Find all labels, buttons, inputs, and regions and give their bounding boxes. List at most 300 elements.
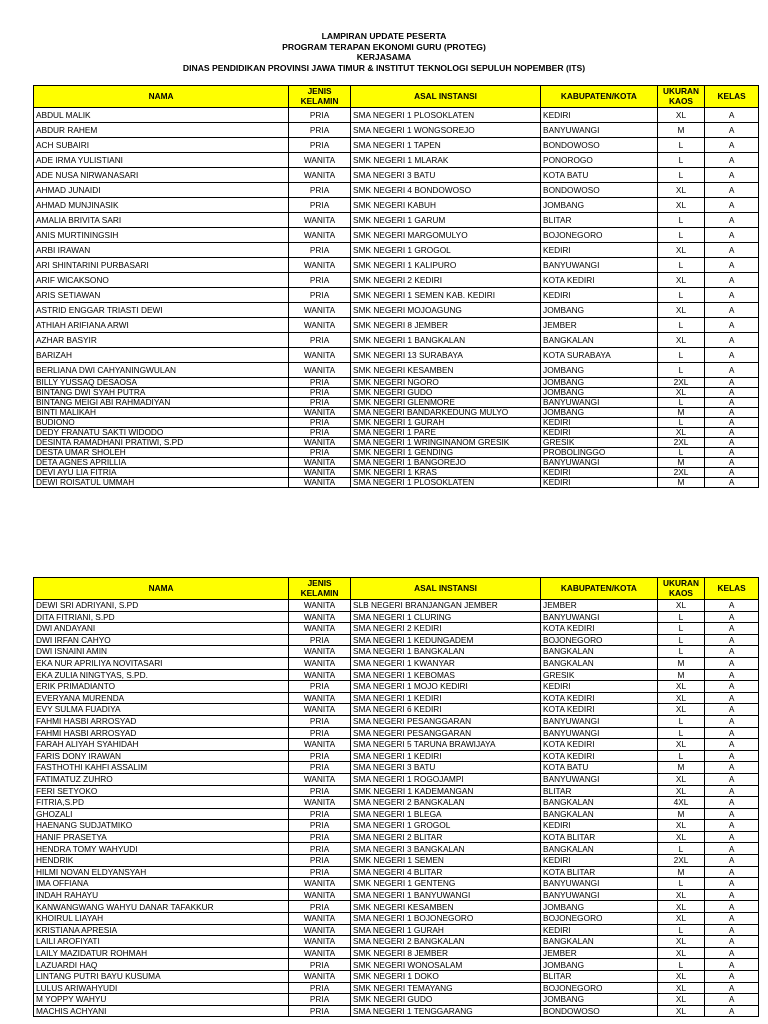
cell-ukuran-kaos: M — [657, 657, 705, 669]
cell-kelas: A — [705, 982, 759, 994]
cell-nama: ARIS SETIAWAN — [34, 288, 289, 303]
column-header-jenis-line: JENIS — [307, 86, 332, 96]
cell-asal-instansi: SMK NEGERI KESAMBEN — [351, 363, 541, 378]
column-header-ukuran-line: UKURAN — [663, 578, 699, 588]
cell-jenis-kelamin: WANITA — [289, 692, 351, 704]
cell-jenis-kelamin: PRIA — [289, 418, 351, 428]
table-row — [34, 468, 759, 478]
cell-asal-instansi: SMK NEGERI 1 KADEMANGAN — [351, 785, 541, 797]
cell-jenis-kelamin: PRIA — [289, 994, 351, 1006]
column-header-kaos-line: KAOS — [668, 587, 693, 598]
cell-jenis-kelamin: PRIA — [289, 750, 351, 762]
table-row — [34, 600, 759, 612]
cell-kelas: A — [705, 363, 759, 378]
cell-kabupaten-kota: JOMBANG — [541, 303, 658, 318]
cell-kabupaten-kota: KOTA KEDIRI — [541, 750, 658, 762]
cell-kabupaten-kota: BANYUWANGI — [541, 878, 658, 890]
cell-nama: LAILY MAZIDATUR ROHMAH — [34, 947, 289, 959]
table-row — [34, 418, 759, 428]
table-row — [34, 303, 759, 318]
cell-nama: FAHMI HASBI ARROSYAD — [34, 715, 289, 727]
table-row — [34, 363, 759, 378]
cell-kelas: A — [705, 1005, 759, 1017]
cell-nama: AHMAD MUNJINASIK — [34, 198, 289, 213]
cell-jenis-kelamin: WANITA — [289, 258, 351, 273]
cell-ukuran-kaos: XL — [657, 889, 705, 901]
cell-nama: FATIMATUZ ZUHRO — [34, 773, 289, 785]
cell-jenis-kelamin: WANITA — [289, 971, 351, 983]
table-row — [34, 797, 759, 809]
cell-nama: BARIZAH — [34, 348, 289, 363]
cell-ukuran-kaos: XL — [657, 273, 705, 288]
table-row — [34, 228, 759, 243]
cell-asal-instansi: SMA NEGERI 2 KEDIRI — [351, 623, 541, 635]
cell-jenis-kelamin: WANITA — [289, 348, 351, 363]
cell-ukuran-kaos: L — [657, 878, 705, 890]
cell-kabupaten-kota: KOTA KEDIRI — [541, 692, 658, 704]
cell-jenis-kelamin: PRIA — [289, 183, 351, 198]
cell-asal-instansi: SMA NEGERI 4 BLITAR — [351, 866, 541, 878]
cell-jenis-kelamin: WANITA — [289, 623, 351, 635]
cell-ukuran-kaos: L — [657, 924, 705, 936]
cell-asal-instansi: SMK NEGERI 4 BONDOWOSO — [351, 183, 541, 198]
table-row — [34, 982, 759, 994]
cell-asal-instansi: SLB NEGERI BRANJANGAN JEMBER — [351, 600, 541, 612]
cell-jenis-kelamin: PRIA — [289, 123, 351, 138]
cell-kelas: A — [705, 762, 759, 774]
cell-kabupaten-kota: KEDIRI — [541, 288, 658, 303]
table-row — [34, 318, 759, 333]
cell-asal-instansi: SMA NEGERI 1 GURAH — [351, 924, 541, 936]
table-row — [34, 183, 759, 198]
cell-nama: FAHMI HASBI ARROSYAD — [34, 727, 289, 739]
cell-ukuran-kaos: L — [657, 363, 705, 378]
cell-asal-instansi: SMK NEGERI NGORO — [351, 378, 541, 388]
cell-asal-instansi: SMA NEGERI 1 KEDUNGADEM — [351, 634, 541, 646]
cell-jenis-kelamin: PRIA — [289, 138, 351, 153]
table-row — [34, 657, 759, 669]
cell-ukuran-kaos: L — [657, 168, 705, 183]
cell-kabupaten-kota: GRESIK — [541, 438, 658, 448]
cell-kelas: A — [705, 348, 759, 363]
table-row — [34, 831, 759, 843]
cell-nama: ADE IRMA YULISTIANI — [34, 153, 289, 168]
cell-jenis-kelamin: PRIA — [289, 808, 351, 820]
cell-asal-instansi: SMK NEGERI 1 KRAS — [351, 468, 541, 478]
cell-kelas: A — [705, 243, 759, 258]
cell-ukuran-kaos: L — [657, 959, 705, 971]
table-row — [34, 889, 759, 901]
table-row — [34, 947, 759, 959]
cell-nama: ARI SHINTARINI PURBASARI — [34, 258, 289, 273]
cell-kelas: A — [705, 428, 759, 438]
cell-kelas: A — [705, 388, 759, 398]
cell-asal-instansi: SMA NEGERI 1 KEDIRI — [351, 750, 541, 762]
cell-ukuran-kaos: M — [657, 762, 705, 774]
cell-kabupaten-kota: PROBOLINGGO — [541, 448, 658, 458]
cell-kelas: A — [705, 168, 759, 183]
table-row — [34, 348, 759, 363]
cell-ukuran-kaos: M — [657, 669, 705, 681]
cell-jenis-kelamin: WANITA — [289, 889, 351, 901]
cell-kabupaten-kota: KOTA KEDIRI — [541, 739, 658, 751]
cell-asal-instansi: SMA NEGERI 3 BATU — [351, 168, 541, 183]
cell-ukuran-kaos: L — [657, 318, 705, 333]
cell-kabupaten-kota: KOTA BATU — [541, 762, 658, 774]
cell-kelas: A — [705, 448, 759, 458]
table-row — [34, 213, 759, 228]
cell-nama: ADE NUSA NIRWANASARI — [34, 168, 289, 183]
table-row — [34, 428, 759, 438]
column-header-kaos-line: KAOS — [668, 95, 693, 106]
table-header-row — [34, 86, 759, 108]
cell-ukuran-kaos: 2XL — [657, 855, 705, 867]
cell-ukuran-kaos: XL — [657, 428, 705, 438]
cell-ukuran-kaos: XL — [657, 982, 705, 994]
cell-jenis-kelamin: WANITA — [289, 611, 351, 623]
cell-kabupaten-kota: BONDOWOSO — [541, 1005, 658, 1017]
cell-asal-instansi: SMA NEGERI 1 ROGOJAMPI — [351, 773, 541, 785]
cell-kabupaten-kota: BLITAR — [541, 971, 658, 983]
cell-kabupaten-kota: KOTA KEDIRI — [541, 704, 658, 716]
cell-ukuran-kaos: XL — [657, 785, 705, 797]
cell-kabupaten-kota: KOTA KEDIRI — [541, 273, 658, 288]
cell-kelas: A — [705, 153, 759, 168]
cell-asal-instansi: SMA NEGERI 1 WRINGINANOM GRESIK — [351, 438, 541, 448]
cell-nama: DWI ISNAINI AMIN — [34, 646, 289, 658]
cell-kabupaten-kota: BANYUWANGI — [541, 398, 658, 408]
cell-nama: ERIK PRIMADIANTO — [34, 681, 289, 693]
cell-ukuran-kaos: L — [657, 348, 705, 363]
header-line-1: LAMPIRAN UPDATE PESERTA — [321, 31, 447, 41]
cell-asal-instansi: SMK NEGERI 13 SURABAYA — [351, 348, 541, 363]
cell-kelas: A — [705, 773, 759, 785]
cell-kabupaten-kota: KOTA BLITAR — [541, 866, 658, 878]
cell-asal-instansi: SMK NEGERI MOJOAGUNG — [351, 303, 541, 318]
cell-asal-instansi: SMA NEGERI 1 KEDIRI — [351, 692, 541, 704]
table-row — [34, 855, 759, 867]
cell-ukuran-kaos: XL — [657, 183, 705, 198]
cell-nama: DEWI ROISATUL UMMAH — [34, 478, 289, 488]
cell-kabupaten-kota: KEDIRI — [541, 468, 658, 478]
document-header — [0, 31, 768, 73]
cell-kabupaten-kota: KEDIRI — [541, 478, 658, 488]
cell-kelas: A — [705, 273, 759, 288]
table-row — [34, 936, 759, 948]
cell-kelas: A — [705, 318, 759, 333]
cell-kelas: A — [705, 681, 759, 693]
cell-nama: FITRIA,S.PD — [34, 797, 289, 809]
cell-asal-instansi: SMA NEGERI 2 BANGKALAN — [351, 936, 541, 948]
cell-nama: BINTANG DWI SYAH PUTRA — [34, 388, 289, 398]
table-row — [34, 843, 759, 855]
cell-jenis-kelamin: WANITA — [289, 438, 351, 448]
cell-kabupaten-kota: KEDIRI — [541, 108, 658, 123]
cell-kabupaten-kota: BLITAR — [541, 785, 658, 797]
cell-nama: GHOZALI — [34, 808, 289, 820]
cell-nama: ACH SUBAIRI — [34, 138, 289, 153]
cell-asal-instansi: SMA NEGERI 6 KEDIRI — [351, 704, 541, 716]
cell-nama: BINTI MALIKAH — [34, 408, 289, 418]
column-header-kelamin-line: KELAMIN — [300, 587, 339, 598]
cell-nama: BINTANG MEIGI ABI RAHMADIYAN — [34, 398, 289, 408]
cell-kabupaten-kota: BANGKALAN — [541, 646, 658, 658]
cell-nama: EKA ZULIA NINGTYAS, S.PD. — [34, 669, 289, 681]
table-row — [34, 408, 759, 418]
cell-jenis-kelamin: WANITA — [289, 936, 351, 948]
table-row — [34, 704, 759, 716]
cell-ukuran-kaos: L — [657, 646, 705, 658]
cell-asal-instansi: SMA NEGERI 3 BATU — [351, 762, 541, 774]
cell-ukuran-kaos: 2XL — [657, 438, 705, 448]
cell-ukuran-kaos: XL — [657, 971, 705, 983]
cell-jenis-kelamin: PRIA — [289, 378, 351, 388]
cell-nama: INDAH RAHAYU — [34, 889, 289, 901]
cell-kabupaten-kota: BONDOWOSO — [541, 138, 658, 153]
cell-nama: MACHIS ACHYANI — [34, 1005, 289, 1017]
cell-asal-instansi: SMA NEGERI 1 TAPEN — [351, 138, 541, 153]
table-row — [34, 438, 759, 448]
cell-nama: LINTANG PUTRI BAYU KUSUMA — [34, 971, 289, 983]
cell-jenis-kelamin: WANITA — [289, 458, 351, 468]
column-header-ukuran-kaos — [657, 578, 705, 600]
cell-kelas: A — [705, 634, 759, 646]
cell-jenis-kelamin: WANITA — [289, 739, 351, 751]
cell-kelas: A — [705, 727, 759, 739]
cell-kelas: A — [705, 704, 759, 716]
table-row — [34, 727, 759, 739]
table-row — [34, 378, 759, 388]
cell-jenis-kelamin: WANITA — [289, 478, 351, 488]
column-header-ukuran-kaos — [657, 86, 705, 108]
cell-asal-instansi: SMK NEGERI GLENMORE — [351, 398, 541, 408]
cell-kelas: A — [705, 936, 759, 948]
cell-ukuran-kaos: L — [657, 418, 705, 428]
cell-kelas: A — [705, 843, 759, 855]
cell-kabupaten-kota: JOMBANG — [541, 363, 658, 378]
cell-asal-instansi: SMK NEGERI MARGOMULYO — [351, 228, 541, 243]
cell-jenis-kelamin: WANITA — [289, 408, 351, 418]
cell-kabupaten-kota: BANYUWANGI — [541, 258, 658, 273]
cell-ukuran-kaos: M — [657, 408, 705, 418]
cell-kabupaten-kota: BONDOWOSO — [541, 183, 658, 198]
cell-ukuran-kaos: L — [657, 843, 705, 855]
column-header-jenis-kelamin — [289, 86, 351, 108]
cell-nama: DESINTA RAMADHANI PRATIWI, S.PD — [34, 438, 289, 448]
cell-asal-instansi: SMK NEGERI 1 DOKO — [351, 971, 541, 983]
column-header-kelas: KELAS — [705, 86, 759, 108]
cell-asal-instansi: SMK NEGERI 1 KALIPURO — [351, 258, 541, 273]
cell-asal-instansi: SMA NEGERI 1 PLOSOKLATEN — [351, 478, 541, 488]
cell-nama: BILLY YUSSAQ DESAOSA — [34, 378, 289, 388]
cell-kelas: A — [705, 715, 759, 727]
cell-ukuran-kaos: XL — [657, 108, 705, 123]
cell-asal-instansi: SMA NEGERI 3 BANGKALAN — [351, 843, 541, 855]
cell-asal-instansi: SMA NEGERI 1 BANYUWANGI — [351, 889, 541, 901]
cell-kabupaten-kota: KOTA KEDIRI — [541, 623, 658, 635]
cell-jenis-kelamin: WANITA — [289, 600, 351, 612]
cell-jenis-kelamin: PRIA — [289, 1005, 351, 1017]
table-row — [34, 901, 759, 913]
cell-jenis-kelamin: WANITA — [289, 303, 351, 318]
cell-asal-instansi: SMK NEGERI 1 GARUM — [351, 213, 541, 228]
cell-kelas: A — [705, 468, 759, 478]
cell-asal-instansi: SMA NEGERI 1 MOJO KEDIRI — [351, 681, 541, 693]
table-row — [34, 669, 759, 681]
cell-asal-instansi: SMA NEGERI 1 PLOSOKLATEN — [351, 108, 541, 123]
cell-ukuran-kaos: L — [657, 258, 705, 273]
cell-kelas: A — [705, 258, 759, 273]
cell-asal-instansi: SMK NEGERI GUDO — [351, 994, 541, 1006]
cell-kabupaten-kota: KOTA BATU — [541, 168, 658, 183]
cell-kabupaten-kota: BANYUWANGI — [541, 727, 658, 739]
cell-jenis-kelamin: PRIA — [289, 959, 351, 971]
cell-nama: DEWI SRI ADRIYANI, S.PD — [34, 600, 289, 612]
cell-nama: HAENANG SUDJATMIKO — [34, 820, 289, 832]
table-row — [34, 258, 759, 273]
cell-kelas: A — [705, 303, 759, 318]
cell-asal-instansi: SMK NEGERI 1 SEMEN KAB. KEDIRI — [351, 288, 541, 303]
cell-ukuran-kaos: XL — [657, 739, 705, 751]
cell-kelas: A — [705, 600, 759, 612]
cell-kabupaten-kota: BANYUWANGI — [541, 123, 658, 138]
cell-jenis-kelamin: PRIA — [289, 333, 351, 348]
cell-nama: DEDY FRANATU SAKTI WIDODO — [34, 428, 289, 438]
cell-asal-instansi: SMK NEGERI 2 KEDIRI — [351, 273, 541, 288]
cell-kelas: A — [705, 478, 759, 488]
cell-kabupaten-kota: KEDIRI — [541, 418, 658, 428]
cell-nama: ABDUL MALIK — [34, 108, 289, 123]
cell-kelas: A — [705, 820, 759, 832]
cell-kelas: A — [705, 418, 759, 428]
table-row — [34, 108, 759, 123]
table-row — [34, 646, 759, 658]
cell-nama: FERI SETYOKO — [34, 785, 289, 797]
cell-kabupaten-kota: BANGKALAN — [541, 657, 658, 669]
cell-nama: DETA AGNES APRILLIA — [34, 458, 289, 468]
cell-ukuran-kaos: XL — [657, 198, 705, 213]
cell-jenis-kelamin: PRIA — [289, 982, 351, 994]
cell-kabupaten-kota: BANGKALAN — [541, 843, 658, 855]
cell-jenis-kelamin: PRIA — [289, 715, 351, 727]
cell-kabupaten-kota: BOJONEGORO — [541, 913, 658, 925]
cell-asal-instansi: SMK NEGERI 1 SEMEN — [351, 855, 541, 867]
cell-nama: LAZUARDI HAQ — [34, 959, 289, 971]
cell-kelas: A — [705, 901, 759, 913]
cell-asal-instansi: SMA NEGERI 1 KWANYAR — [351, 657, 541, 669]
cell-kabupaten-kota: JOMBANG — [541, 959, 658, 971]
cell-ukuran-kaos: XL — [657, 913, 705, 925]
table-row — [34, 623, 759, 635]
cell-kelas: A — [705, 669, 759, 681]
table-row — [34, 123, 759, 138]
cell-asal-instansi: SMK NEGERI 1 GURAH — [351, 418, 541, 428]
cell-ukuran-kaos: XL — [657, 936, 705, 948]
cell-jenis-kelamin: WANITA — [289, 704, 351, 716]
cell-kelas: A — [705, 692, 759, 704]
cell-ukuran-kaos: L — [657, 153, 705, 168]
cell-jenis-kelamin: PRIA — [289, 762, 351, 774]
cell-asal-instansi: SMA NEGERI 1 BANGOREJO — [351, 458, 541, 468]
cell-kelas: A — [705, 808, 759, 820]
cell-kelas: A — [705, 438, 759, 448]
cell-nama: AHMAD JUNAIDI — [34, 183, 289, 198]
cell-nama: KRISTIANA APRESIA — [34, 924, 289, 936]
cell-kabupaten-kota: KOTA BLITAR — [541, 831, 658, 843]
table-row — [34, 458, 759, 468]
table-row — [34, 785, 759, 797]
table-row — [34, 681, 759, 693]
cell-kelas: A — [705, 797, 759, 809]
table-row — [34, 634, 759, 646]
cell-nama: HENDRA TOMY WAHYUDI — [34, 843, 289, 855]
cell-kabupaten-kota: BANYUWANGI — [541, 773, 658, 785]
cell-jenis-kelamin: PRIA — [289, 681, 351, 693]
cell-ukuran-kaos: XL — [657, 820, 705, 832]
cell-kabupaten-kota: JOMBANG — [541, 994, 658, 1006]
cell-ukuran-kaos: XL — [657, 333, 705, 348]
cell-kabupaten-kota: KEDIRI — [541, 428, 658, 438]
cell-nama: ARIF WICAKSONO — [34, 273, 289, 288]
cell-kelas: A — [705, 611, 759, 623]
cell-ukuran-kaos: L — [657, 213, 705, 228]
cell-ukuran-kaos: M — [657, 808, 705, 820]
cell-kelas: A — [705, 646, 759, 658]
cell-ukuran-kaos: L — [657, 727, 705, 739]
cell-ukuran-kaos: XL — [657, 947, 705, 959]
cell-jenis-kelamin: PRIA — [289, 448, 351, 458]
cell-jenis-kelamin: WANITA — [289, 168, 351, 183]
header-line-2: PROGRAM TERAPAN EKONOMI GURU (PROTEG) — [282, 41, 486, 52]
cell-kelas: A — [705, 994, 759, 1006]
cell-ukuran-kaos: XL — [657, 692, 705, 704]
cell-asal-instansi: SMK NEGERI 1 MLARAK — [351, 153, 541, 168]
cell-jenis-kelamin: PRIA — [289, 198, 351, 213]
cell-nama: ATHIAH ARIFIANA ARWI — [34, 318, 289, 333]
cell-ukuran-kaos: XL — [657, 681, 705, 693]
cell-nama: IMA OFFIANA — [34, 878, 289, 890]
cell-kelas: A — [705, 228, 759, 243]
cell-jenis-kelamin: PRIA — [289, 288, 351, 303]
table-row — [34, 971, 759, 983]
cell-ukuran-kaos: XL — [657, 831, 705, 843]
cell-nama: DWI IRFAN CAHYO — [34, 634, 289, 646]
column-header-kelas: KELAS — [705, 578, 759, 600]
cell-kabupaten-kota: PONOROGO — [541, 153, 658, 168]
table-row — [34, 762, 759, 774]
cell-asal-instansi: SMK NEGERI GUDO — [351, 388, 541, 398]
table-row — [34, 820, 759, 832]
cell-ukuran-kaos: L — [657, 715, 705, 727]
cell-kelas: A — [705, 785, 759, 797]
cell-nama: M YOPPY WAHYU — [34, 994, 289, 1006]
cell-jenis-kelamin: PRIA — [289, 398, 351, 408]
table-row — [34, 288, 759, 303]
cell-ukuran-kaos: XL — [657, 994, 705, 1006]
cell-kabupaten-kota: KEDIRI — [541, 855, 658, 867]
cell-ukuran-kaos: L — [657, 288, 705, 303]
cell-kelas: A — [705, 333, 759, 348]
cell-nama: LULUS ARIWAHYUDI — [34, 982, 289, 994]
cell-jenis-kelamin: WANITA — [289, 228, 351, 243]
column-header-kabupaten-kota: KABUPATEN/KOTA — [541, 578, 658, 600]
cell-ukuran-kaos: XL — [657, 303, 705, 318]
cell-kelas: A — [705, 866, 759, 878]
column-header-asal-instansi: ASAL INSTANSI — [351, 578, 541, 600]
cell-jenis-kelamin: PRIA — [289, 831, 351, 843]
cell-kabupaten-kota: KOTA SURABAYA — [541, 348, 658, 363]
cell-kelas: A — [705, 108, 759, 123]
